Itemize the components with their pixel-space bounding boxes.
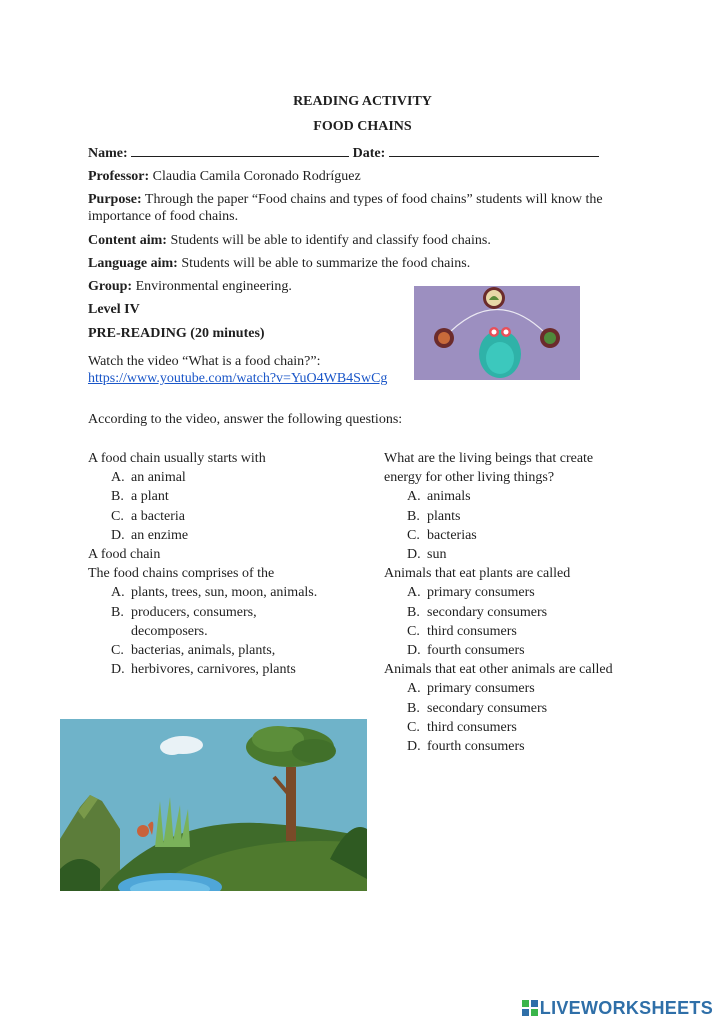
- purpose-value-1: Through the paper “Food chains and types of food chains” students will know the: [144, 192, 603, 207]
- brand-text: LIVEWORKSHEETS: [539, 998, 713, 1018]
- video-thumbnail-image[interactable]: [414, 286, 580, 380]
- q2-option-c[interactable]: C. bacterias, animals, plants,: [111, 643, 276, 659]
- professor-value: Claudia Camila Coronado Rodríguez: [152, 169, 361, 184]
- question-2-text: The food chains comprises of the: [88, 566, 275, 582]
- forest-scene-illustration: [60, 719, 367, 891]
- right-question-column: [384, 449, 684, 756]
- video-link[interactable]: https://www.youtube.com/watch?v=YuO4WB4SwCg: [88, 371, 388, 386]
- instructions: According to the video, answer the following questions:: [88, 412, 403, 427]
- content-aim-value: Students will be able to identify and classify food chains.: [170, 233, 491, 248]
- forest-scene-image: [60, 719, 367, 891]
- group-label: Group:: [88, 279, 133, 294]
- q4-option-a[interactable]: A. primary consumers: [407, 585, 535, 601]
- q5-option-d[interactable]: D. fourth consumers: [407, 739, 525, 755]
- q4-option-c[interactable]: C. third consumers: [407, 623, 517, 639]
- q3-option-d[interactable]: D. sun: [407, 547, 447, 563]
- date-field[interactable]: [389, 144, 599, 157]
- q1-option-d[interactable]: D. an enzime: [111, 527, 189, 543]
- content-aim-line: [88, 232, 648, 249]
- question-1-text: A food chain usually starts with: [88, 451, 266, 466]
- content-aim-label: Content aim:: [88, 233, 167, 248]
- q2-option-a[interactable]: A. plants, trees, sun, moon, animals.: [111, 585, 318, 601]
- language-aim-line: [88, 255, 648, 272]
- question-3-text-1: What are the living beings that create: [384, 451, 594, 466]
- q2-option-b[interactable]: B. producers, consumers, decomposers.: [111, 604, 257, 639]
- question-4-text: Animals that eat plants are called: [384, 566, 571, 582]
- purpose-value-2: importance of food chains.: [88, 209, 239, 224]
- q3-option-c[interactable]: C. bacterias: [407, 527, 477, 543]
- q4-option-d[interactable]: D. fourth consumers: [407, 643, 525, 659]
- name-label: Name:: [88, 146, 128, 161]
- level-line: Level IV: [88, 302, 140, 317]
- pre-reading-heading: PRE-READING (20 minutes): [88, 326, 265, 341]
- q5-option-b[interactable]: B. secondary consumers: [407, 700, 548, 716]
- question-3-text-2: energy for other living things?: [384, 470, 555, 486]
- q5-option-c[interactable]: C. third consumers: [407, 719, 517, 735]
- watch-text: Watch the video “What is a food chain?”:: [88, 354, 321, 369]
- q1-option-a[interactable]: A. an animal: [111, 470, 186, 486]
- name-field[interactable]: [131, 144, 349, 157]
- language-aim-label: Language aim:: [88, 256, 178, 271]
- group-value: Environmental engineering.: [135, 279, 292, 294]
- purpose-line: [88, 191, 648, 225]
- date-label: Date:: [352, 146, 386, 161]
- professor-label: Professor:: [88, 169, 150, 184]
- language-aim-value: Students will be able to summarize the food chains.: [181, 256, 471, 271]
- q3-option-a[interactable]: A. animals: [407, 489, 471, 505]
- professor-line: [88, 168, 648, 185]
- q1-option-c[interactable]: C. a bacteria: [111, 508, 186, 524]
- liveworksheets-logo[interactable]: [522, 998, 713, 1019]
- worksheet-title: READING ACTIVITY: [293, 94, 432, 109]
- food-chain-icon: [414, 286, 580, 380]
- q5-option-a[interactable]: A. primary consumers: [407, 681, 535, 697]
- q3-option-b[interactable]: B. plants: [407, 508, 461, 524]
- left-question-column: [88, 449, 378, 679]
- q2-option-d[interactable]: D. herbivores, carnivores, plants: [111, 662, 296, 678]
- q1-option-b[interactable]: B. a plant: [111, 489, 169, 505]
- name-date-row: [88, 144, 648, 162]
- q4-option-b[interactable]: B. secondary consumers: [407, 604, 548, 620]
- worksheet-subtitle: FOOD CHAINS: [313, 119, 412, 134]
- extra-line: A food chain: [88, 547, 161, 563]
- liveworksheets-icon: [522, 1000, 538, 1016]
- purpose-label: Purpose:: [88, 192, 142, 207]
- question-5-text: Animals that eat other animals are called: [384, 662, 613, 678]
